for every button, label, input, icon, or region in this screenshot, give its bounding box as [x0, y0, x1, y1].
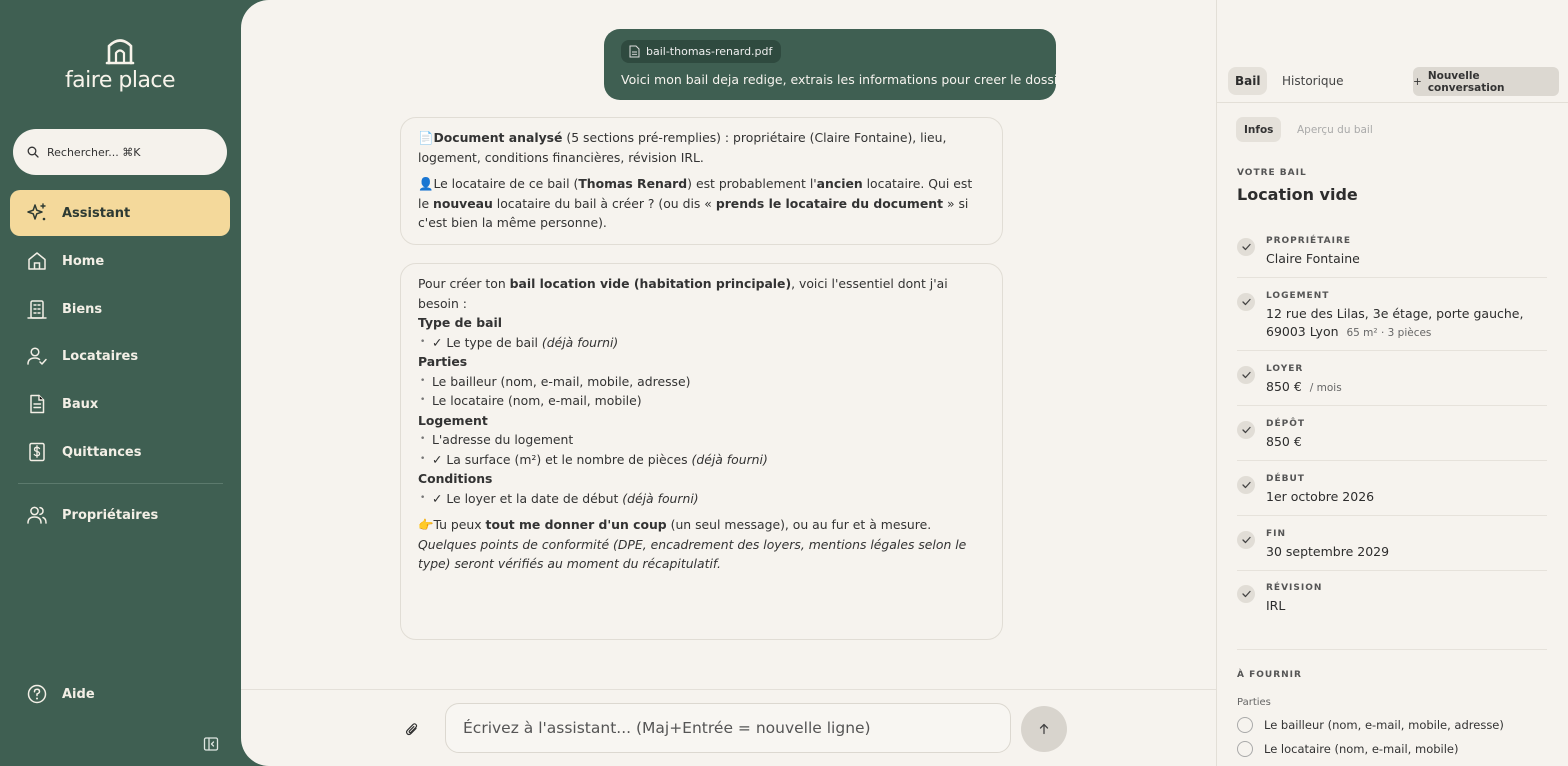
field-value: 12 rue des Lilas, 3e étage, porte gauche, 69003 Lyon: [1266, 306, 1524, 339]
italic-text: Quelques points de conformité (DPE, encadrement des loyers, mentions légales selon le type) seront vérifiés au moment du récapitulatif.: [418, 536, 967, 571]
bold-text: tout me donner d'un coup: [485, 517, 667, 532]
section-heading: Conditions: [418, 471, 493, 486]
check-icon: [1237, 238, 1255, 256]
text-run: ✓ La surface (m²) et le nombre de pièces: [432, 451, 692, 467]
field-value: IRL: [1266, 598, 1286, 613]
field-label: RÉVISION: [1266, 583, 1323, 593]
help-circle-icon: [26, 683, 48, 705]
field-value: 1er octobre 2026: [1266, 489, 1375, 504]
italic-text: (déjà fourni): [622, 490, 699, 506]
send-button[interactable]: [1021, 706, 1067, 752]
text-run: (un seul message), ou au fur et à mesure.: [666, 517, 932, 532]
receipt-dollar-icon: [26, 441, 48, 463]
field-proprietaire: [1237, 236, 1547, 278]
todo-item[interactable]: [1237, 741, 1458, 757]
bail-type-title: Location vide: [1237, 185, 1358, 204]
message-paragraph: [418, 174, 985, 233]
field-suffix: / mois: [1309, 382, 1342, 394]
user-check-icon: [26, 345, 48, 367]
bold-text: Document analysé: [433, 130, 563, 145]
field-label: PROPRIÉTAIRE: [1266, 236, 1352, 246]
bold-text: Thomas Renard: [578, 176, 688, 191]
arrow-up-icon: [1038, 723, 1050, 735]
nav-quittances-label: Quittances: [62, 444, 142, 460]
nav-assistant-label: Assistant: [62, 205, 131, 221]
plus-icon: +: [1413, 75, 1422, 88]
section-heading: Type de bail: [418, 315, 502, 330]
house-logo-icon: [105, 36, 135, 66]
field-label: LOYER: [1266, 364, 1304, 374]
nav-proprietaires[interactable]: [10, 492, 230, 538]
todo-item[interactable]: [1237, 717, 1504, 733]
sparkles-icon: [26, 202, 48, 224]
attachment-name: bail-thomas-renard.pdf: [646, 45, 773, 58]
bold-text: ancien: [816, 176, 863, 191]
bold-text: prends le locataire du document: [715, 195, 943, 211]
text-run: ✓ Le loyer et la date de début: [432, 490, 623, 506]
unchecked-circle-icon: [1237, 741, 1253, 757]
person-emoji: 👤: [418, 176, 434, 191]
section-label: VOTRE BAIL: [1237, 168, 1307, 178]
field-value: Claire Fontaine: [1266, 251, 1360, 266]
text-run: ) est probablement l': [687, 176, 817, 191]
chat-area: [241, 0, 1216, 766]
message-paragraph: [418, 515, 985, 574]
check-icon: [1237, 585, 1255, 603]
bold-text: bail location vide (habitation principale): [509, 276, 792, 291]
search-icon: [27, 146, 39, 158]
field-fin: [1237, 529, 1547, 571]
unchecked-circle-icon: [1237, 717, 1253, 733]
list-item: • L'adresse du logement: [418, 430, 985, 450]
field-logement: [1237, 291, 1547, 351]
field-debut: [1237, 474, 1547, 516]
list-item: • Le bailleur (nom, e-mail, mobile, adresse): [418, 372, 985, 392]
collapse-sidebar-button[interactable]: [203, 736, 219, 756]
nav-locataires-label: Locataires: [62, 348, 139, 364]
nav-home[interactable]: [10, 238, 230, 284]
todo-item-label: Le locataire (nom, e-mail, mobile): [1264, 742, 1459, 756]
message-paragraph: [418, 274, 985, 313]
new-conversation-label: Nouvelle conversation: [1427, 69, 1505, 94]
building-icon: [26, 298, 48, 320]
field-label: FIN: [1266, 529, 1287, 539]
text-run: Tu peux: [433, 517, 486, 532]
sidebar: [0, 0, 241, 766]
attach-button[interactable]: [405, 721, 419, 741]
check-icon: [1237, 366, 1255, 384]
field-value-wrap: [1266, 305, 1546, 342]
brand-logo[interactable]: [60, 36, 180, 98]
text-run: » si c'est bien la même personne).: [418, 195, 969, 230]
sidebar-divider: [18, 483, 223, 484]
home-icon: [26, 250, 48, 272]
nav-locataires[interactable]: [10, 333, 230, 379]
field-suffix: 65 m² · 3 pièces: [1346, 327, 1432, 339]
field-loyer: [1237, 364, 1547, 406]
nav-baux-label: Baux: [62, 396, 99, 412]
panel-divider: [1217, 102, 1568, 103]
field-value: 30 septembre 2029: [1266, 544, 1390, 559]
message-paragraph: [418, 128, 985, 167]
new-conversation-button[interactable]: [1413, 67, 1559, 96]
list-item: [418, 450, 985, 470]
todo-label: À FOURNIR: [1237, 670, 1302, 680]
composer-divider: [241, 689, 1216, 690]
user-message: [604, 29, 1074, 100]
subtab-infos[interactable]: Infos: [1236, 117, 1281, 142]
assistant-message: [400, 263, 1003, 640]
todo-item-label: Le bailleur (nom, e-mail, mobile, adresse): [1264, 718, 1504, 732]
document-emoji: 📄: [418, 130, 434, 145]
list-item: [418, 333, 985, 353]
user-message-text: Voici mon bail deja redige, extrais les informations pour creer le dossier.: [621, 72, 1074, 87]
text-run: ✓ Le type de bail: [432, 334, 542, 350]
users-icon: [26, 504, 48, 526]
nav-proprietaires-label: Propriétaires: [62, 507, 159, 523]
nav-baux[interactable]: [10, 381, 230, 427]
paperclip-icon: [405, 721, 419, 737]
field-value: 850 €: [1266, 434, 1302, 449]
nav-assistant[interactable]: [10, 190, 230, 236]
pointing-emoji: 👉: [418, 517, 434, 532]
tab-bail[interactable]: Bail: [1228, 67, 1267, 95]
file-icon: [629, 45, 640, 58]
text-run: locataire. Qui est le: [418, 176, 973, 211]
attachment-chip[interactable]: [621, 40, 781, 63]
text-run: (5 sections pré-remplies) : propriétaire (Claire Fontaine), lieu, logement, conditions financières, révision IRL.: [418, 130, 947, 165]
tab-historique[interactable]: Historique: [1282, 74, 1344, 88]
check-icon: [1237, 293, 1255, 311]
field-label: LOGEMENT: [1266, 291, 1330, 301]
text-run: locataire du bail à créer ? (ou dis «: [492, 195, 716, 211]
check-icon: [1237, 421, 1255, 439]
nav-biens[interactable]: [10, 286, 230, 332]
nav-biens-label: Biens: [62, 301, 103, 317]
field-depot: [1237, 419, 1547, 461]
field-revision: [1237, 583, 1547, 650]
list-item: [418, 489, 985, 509]
message-input-placeholder: Écrivez à l'assistant... (Maj+Entrée = nouvelle ligne): [463, 719, 871, 737]
list-item: • Le locataire (nom, e-mail, mobile): [418, 391, 985, 411]
check-icon: [1237, 476, 1255, 494]
bold-text: nouveau: [433, 195, 493, 211]
assistant-message: [400, 117, 1003, 245]
search-input[interactable]: [13, 129, 227, 175]
section-heading: Parties: [418, 354, 468, 369]
field-value: 850 €: [1266, 379, 1302, 394]
italic-text: (déjà fourni): [541, 334, 619, 350]
nav-aide[interactable]: [10, 671, 230, 717]
nav-home-label: Home: [62, 253, 105, 269]
field-label: DÉPÔT: [1266, 419, 1306, 429]
sidebar-collapse-icon: [203, 736, 219, 752]
bail-panel: [1216, 0, 1568, 766]
document-icon: [26, 393, 48, 415]
brand-name: faire place: [64, 68, 176, 93]
text-run: Pour créer ton: [418, 276, 510, 291]
todo-group-label: Parties: [1237, 697, 1271, 708]
message-input[interactable]: [445, 703, 1011, 753]
check-icon: [1237, 531, 1255, 549]
search-placeholder: Rechercher... ⌘K: [47, 145, 141, 159]
field-value-wrap: [1266, 378, 1546, 397]
subtab-apercu[interactable]: Aperçu du bail: [1297, 123, 1373, 136]
italic-text: (déjà fourni): [691, 451, 768, 467]
text-run: Le locataire de ce bail (: [433, 176, 579, 191]
text-run: , voici l'essentiel dont j'ai besoin :: [418, 276, 948, 311]
nav-aide-label: Aide: [62, 686, 95, 702]
nav-quittances[interactable]: [10, 429, 230, 475]
section-heading: Logement: [418, 412, 488, 428]
field-label: DÉBUT: [1266, 474, 1305, 484]
